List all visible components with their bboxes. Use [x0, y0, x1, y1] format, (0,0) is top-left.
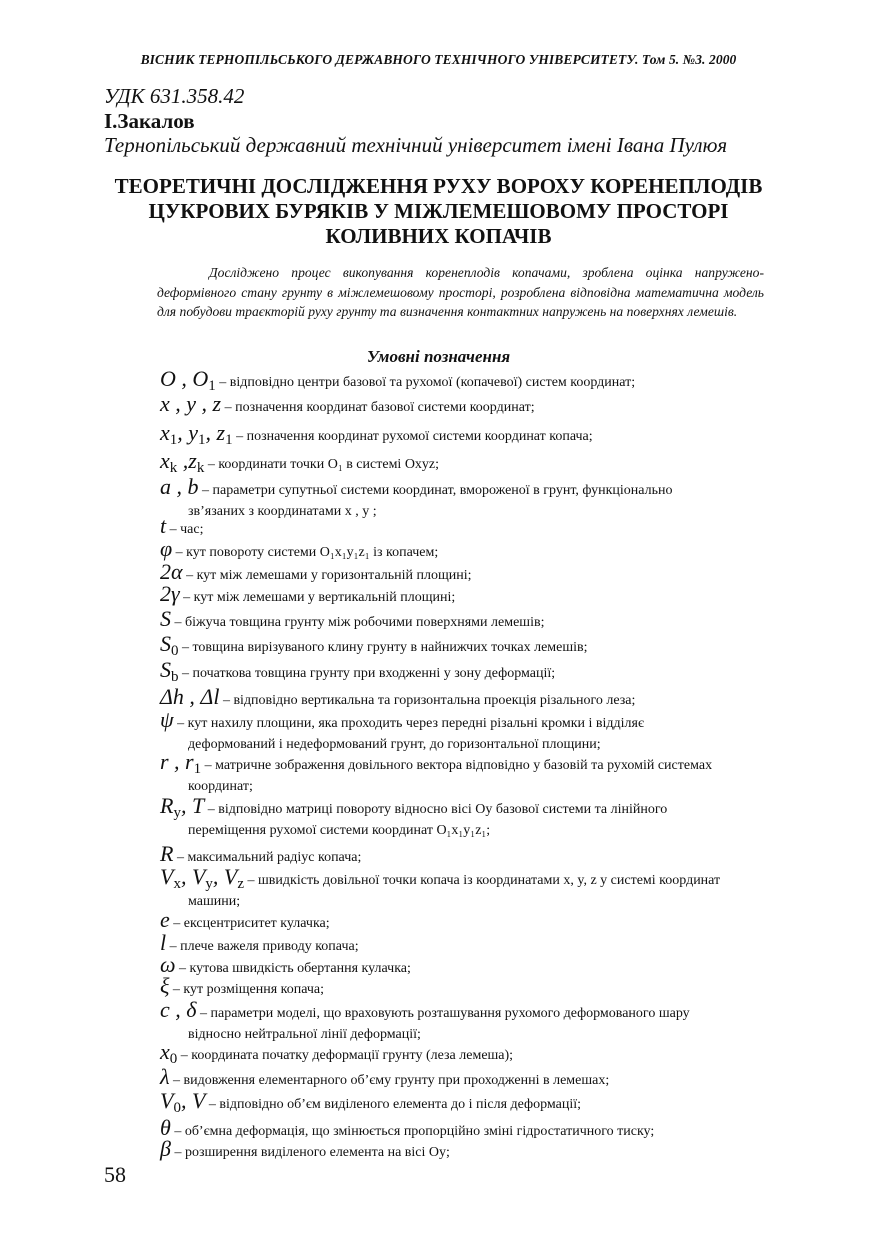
symbol: $x_0$ [160, 1039, 178, 1067]
symbol-description: – координата початку деформації грунту (леза лемеша); [177, 1048, 514, 1063]
nomenclature-item [160, 608, 763, 634]
symbol-description-continuation: деформований і недеформований грунт, до горизонтальної площини; [188, 737, 601, 752]
symbol-description-continuation: координат; [188, 779, 253, 794]
symbol-subscript: y [173, 805, 181, 821]
symbol: 2γ [160, 581, 180, 606]
symbol-subscript: z [237, 876, 245, 892]
nomenclature-item [160, 450, 763, 479]
nomenclature-item [160, 866, 763, 895]
symbol-description: – відповідно матриці повороту відносно вісі Oy базової системи та лінійного [204, 802, 668, 817]
symbol: O , $O_1$ [160, 366, 216, 394]
symbol: Δh , Δl [160, 684, 220, 709]
symbol-description-continuation: машини; [188, 894, 241, 909]
symbol-description: – максимальний радіус копача; [173, 850, 362, 865]
symbol-description: – кут повороту системи O₁x₁y₁z₁ із копачем; [172, 545, 439, 560]
section-heading: Умовні позначення [366, 347, 511, 366]
nomenclature-item [160, 751, 763, 780]
symbol-subscript: 0 [169, 1051, 178, 1067]
symbol-subscript: k [196, 460, 205, 476]
symbol-description-continuation: переміщення рухомої системи координат O₁x₁y₁z₁; [188, 823, 491, 838]
symbol-description: – позначення координат рухомої системи координат копача; [232, 429, 593, 444]
symbol: r , $r_1$ [160, 749, 202, 777]
symbol-description-continuation: зв’язаних з координатами x , y ; [188, 504, 377, 519]
symbol-description: – кут розміщення копача; [169, 982, 325, 997]
symbol: 2α [160, 559, 183, 584]
symbol: ψ [160, 707, 174, 732]
symbol: S [160, 606, 171, 631]
symbol: λ [160, 1064, 170, 1089]
symbol: l [160, 930, 167, 955]
nomenclature-item [160, 1090, 763, 1119]
symbol-description: – відповідно об’єм виділеного елемента до і після деформації; [205, 1097, 582, 1112]
symbol: ξ [160, 973, 170, 998]
symbol: $x_k$ $,z_k$ [160, 448, 205, 476]
nomenclature-item [160, 1066, 763, 1092]
symbol-description: – швидкість довільної точки копача із координатами x, y, z у системі координат [244, 873, 721, 888]
nomenclature-item [160, 583, 763, 609]
title-line: ТЕОРЕТИЧНІ ДОСЛІДЖЕННЯ РУХУ ВОРОХУ КОРЕНЕПЛОДІВ [114, 174, 763, 198]
symbol-subscript: y [205, 876, 213, 892]
symbol: $R_y$, T [160, 793, 205, 821]
symbol-subscript: 1 [169, 432, 178, 448]
symbol: $S_b$ [160, 657, 179, 685]
symbol-subscript: 0 [171, 643, 179, 659]
symbol-description: – координати точки O₁ в системі Oxyz; [204, 457, 440, 472]
nomenclature-item [160, 393, 763, 419]
symbol-description: – біжуча товщина грунту між робочими поверхнями лемешів; [171, 615, 545, 630]
symbol-subscript: 1 [198, 432, 206, 448]
nomenclature-item [160, 422, 763, 451]
symbol: t [160, 513, 167, 538]
title-line: КОЛИВНИХ КОПАЧІВ [325, 224, 552, 248]
symbol-description: – плече важеля приводу копача; [166, 939, 359, 954]
symbol: φ [160, 536, 173, 561]
nomenclature-item [160, 975, 763, 1001]
symbol: a , b [160, 474, 199, 499]
symbol-description: – відповідно центри базової та рухомої (копачевої) систем координат; [215, 375, 636, 390]
symbol-description: – кут нахилу площини, яка проходить через передні різальні кромки і відділяє [173, 716, 644, 731]
symbol: e [160, 907, 170, 932]
symbol-subscript: 1 [208, 378, 216, 394]
nomenclature-item [160, 709, 763, 735]
nomenclature-item [160, 659, 763, 688]
symbol: R [160, 841, 174, 866]
symbol-description: – об’ємна деформація, що змінюється пропорційно зміні гідростатичного тиску; [170, 1124, 655, 1139]
symbol: c , δ [160, 997, 197, 1022]
symbol-subscript: 0 [173, 1100, 181, 1116]
symbol: $S_0$ [160, 631, 179, 659]
abstract: Досліджено процес викопування коренеплодів копачами, зроблена оцінка напружено-деформівного стану грунту в міжлемешовому просторі, розроблена відповідна математична модель для побудови траєкторій руху грунту та визначення контактних напружень на поверхнях лемешів. [157, 265, 764, 319]
nomenclature-item [160, 795, 763, 824]
symbol-description: – позначення координат базової системи координат; [221, 400, 535, 415]
symbol-description: – кут між лемешами у горизонтальній площині; [182, 568, 472, 583]
title-line: ЦУКРОВИХ БУРЯКІВ У МІЖЛЕМЕШОВОМУ ПРОСТОРІ [148, 199, 729, 223]
symbol-description: – параметри моделі, що враховують розташування рухомого деформованого шару [196, 1006, 690, 1021]
nomenclature-item [160, 1138, 763, 1164]
symbol-description-continuation: відносно нейтральної лінії деформації; [188, 1027, 421, 1042]
symbol-subscript: x [173, 876, 181, 892]
nomenclature-item [160, 476, 763, 502]
symbol-description: – розширення виділеного елемента на вісі Oy; [170, 1145, 450, 1160]
symbol-description: – матричне зображення довільного вектора відповідно у базовій та рухомій системах [201, 758, 713, 773]
nomenclature-item [160, 999, 763, 1025]
symbol-description: – відповідно вертикальна та горизонтальна проекція різального леза; [219, 693, 636, 708]
symbol-description: – кутова швидкість обертання кулачка; [175, 961, 411, 976]
symbol: x , y , z [160, 391, 222, 416]
symbol-subscript: 1 [193, 761, 202, 777]
nomenclature-item [160, 633, 763, 662]
symbol-description: – товщина вирізуваного клину грунту в найнижчих точках лемешів; [178, 640, 588, 655]
symbol-description: – початкова товщина грунту при входженні у зону деформації; [178, 666, 556, 681]
udc-code: УДК 631.358.42 [104, 84, 245, 108]
symbol-description: – параметри супутньої системи координат, вмороженої в грунт, функціонально [198, 483, 673, 498]
symbol-description: – кут між лемешами у вертикальній площині; [179, 590, 456, 605]
symbol-description: – час; [166, 522, 204, 537]
journal-header: ВІСНИК ТЕРНОПІЛЬСЬКОГО ДЕРЖАВНОГО ТЕХНІЧНОГО УНІВЕРСИТЕТУ. Том 5. №3. 2000 [140, 52, 737, 67]
symbol: $V_x$, $V_y$, $V_z$ [160, 864, 245, 892]
symbol-subscript: k [169, 460, 178, 476]
symbol-description: – видовження елементарного об’єму грунту при проходженні в лемешах; [169, 1073, 610, 1088]
symbol-subscript: 1 [225, 432, 233, 448]
symbol-subscript: b [171, 669, 179, 685]
symbol: β [160, 1136, 171, 1161]
symbol-description: – ексцентриситет кулачка; [169, 916, 330, 931]
author: І.Закалов [104, 109, 195, 133]
page-number: 58 [104, 1162, 126, 1187]
symbol: θ [160, 1115, 171, 1140]
symbol: $V_0$, V [160, 1088, 206, 1116]
affiliation: Тернопільський державний технічний університет імені Івана Пулюя [104, 133, 728, 157]
symbol: ω [160, 952, 176, 977]
symbol: $x_1$, $y_1$, $z_1$ [160, 420, 233, 448]
